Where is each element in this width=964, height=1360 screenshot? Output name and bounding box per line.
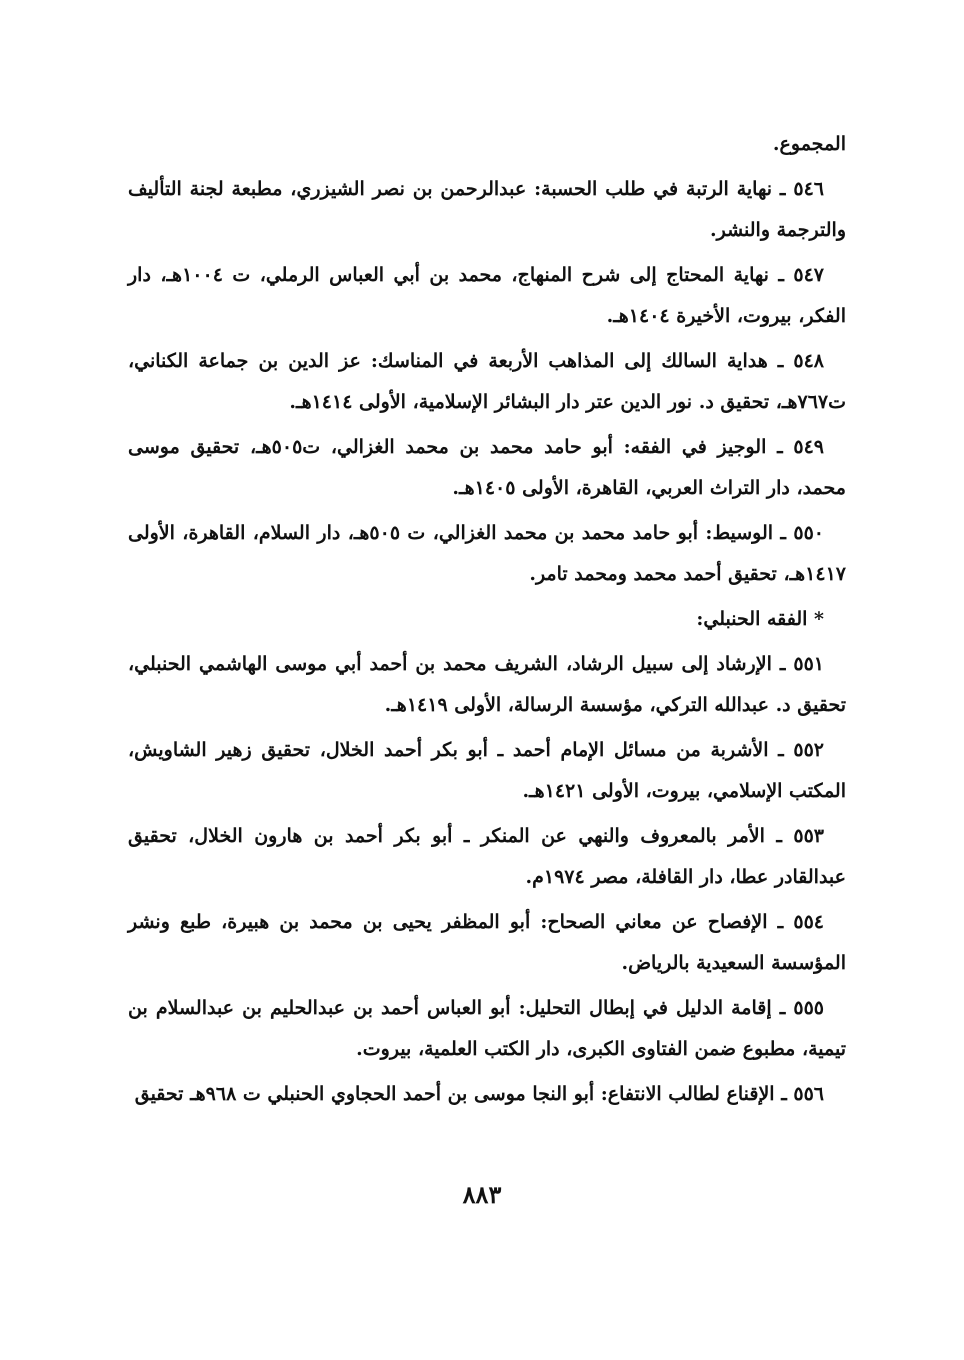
bibliography-entry-555: ٥٥٥ ـ إقامة الدليل في إبطال التحليل: أبو العباس أحمد بن عبدالحليم بن عبدالسلام بن تيمية، مطبوع ضمن الفتاوى الكبرى، دار الكتب العلمية، بيروت.	[128, 997, 846, 1060]
section-heading-hanbali-fiqh: * الفقه الحنبلي:	[696, 608, 824, 630]
bibliography-entry-548: ٥٤٨ ـ هداية السالك إلى المذاهب الأربعة في المناسك: عز الدين بن جماعة الكناني، ت٧٦٧هـ، تحقيق د. نور الدين عتر دار البشائر الإسلامية، الأولى ١٤١٤هـ.	[128, 350, 846, 413]
bibliography-entry-550: ٥٥٠ ـ الوسيط: أبو حامد محمد بن محمد الغزالي، ت ٥٠٥هـ، دار السلام، القاهرة، الأولى ١٤١٧هـ، تحقيق أحمد محمد ومحمد تامر.	[128, 522, 846, 585]
bibliography-entry-554: ٥٥٤ ـ الإفصاح عن معاني الصحاح: أبو المظفر يحيى بن محمد بن هبيرة، طبع ونشر المؤسسة السعيدية بالرياض.	[128, 911, 846, 974]
bibliography-entry-556: ٥٥٦ ـ الإقناع لطالب الانتفاع: أبو النجا موسى بن أحمد الحجاوي الحنبلي ت ٩٦٨هـ تحقيق	[134, 1083, 824, 1105]
bibliography-entry-551: ٥٥١ ـ الإرشاد إلى سبيل الرشاد، الشريف محمد بن أحمد أبي موسى الهاشمي الحنبلي، تحقيق د. عبدالله التركي، مؤسسة الرسالة، الأولى ١٤١٩هـ.	[128, 653, 846, 716]
continued-entry: المجموع.	[772, 133, 846, 155]
bibliography-entry-547: ٥٤٧ ـ نهاية المحتاج إلى شرح المنهاج، محمد بن أبي العباس الرملي، ت ١٠٠٤هـ، دار الفكر، بيروت، الأخيرة ١٤٠٤هـ.	[128, 264, 846, 327]
bibliography-page	[128, 124, 846, 1119]
bibliography-entry-552: ٥٥٢ ـ الأشربة من مسائل الإمام أحمد ـ أبو بكر أحمد الخلال، تحقيق زهير الشاويش، المكتب الإسلامي، بيروت، الأولى ١٤٢١هـ.	[128, 739, 846, 802]
bibliography-entry-553: ٥٥٣ ـ الأمر بالمعروف والنهي عن المنكر ـ أبو بكر أحمد بن هارون الخلال، تحقيق عبدالقادر عطا، دار القافلة، مصر ١٩٧٤م.	[128, 825, 846, 888]
bibliography-entry-546: ٥٤٦ ـ نهاية الرتبة في طلب الحسبة: عبدالرحمن بن نصر الشيزري، مطبعة لجنة التأليف والترجمة والنشر.	[128, 178, 846, 241]
bibliography-entry-549: ٥٤٩ ـ الوجيز في الفقه: أبو حامد محمد بن محمد الغزالي، ت٥٠٥هـ، تحقيق موسى محمد، دار التراث العربي، القاهرة، الأولى ١٤٠٥هـ.	[128, 436, 846, 499]
page-number: ٨٨٣	[462, 1180, 502, 1209]
